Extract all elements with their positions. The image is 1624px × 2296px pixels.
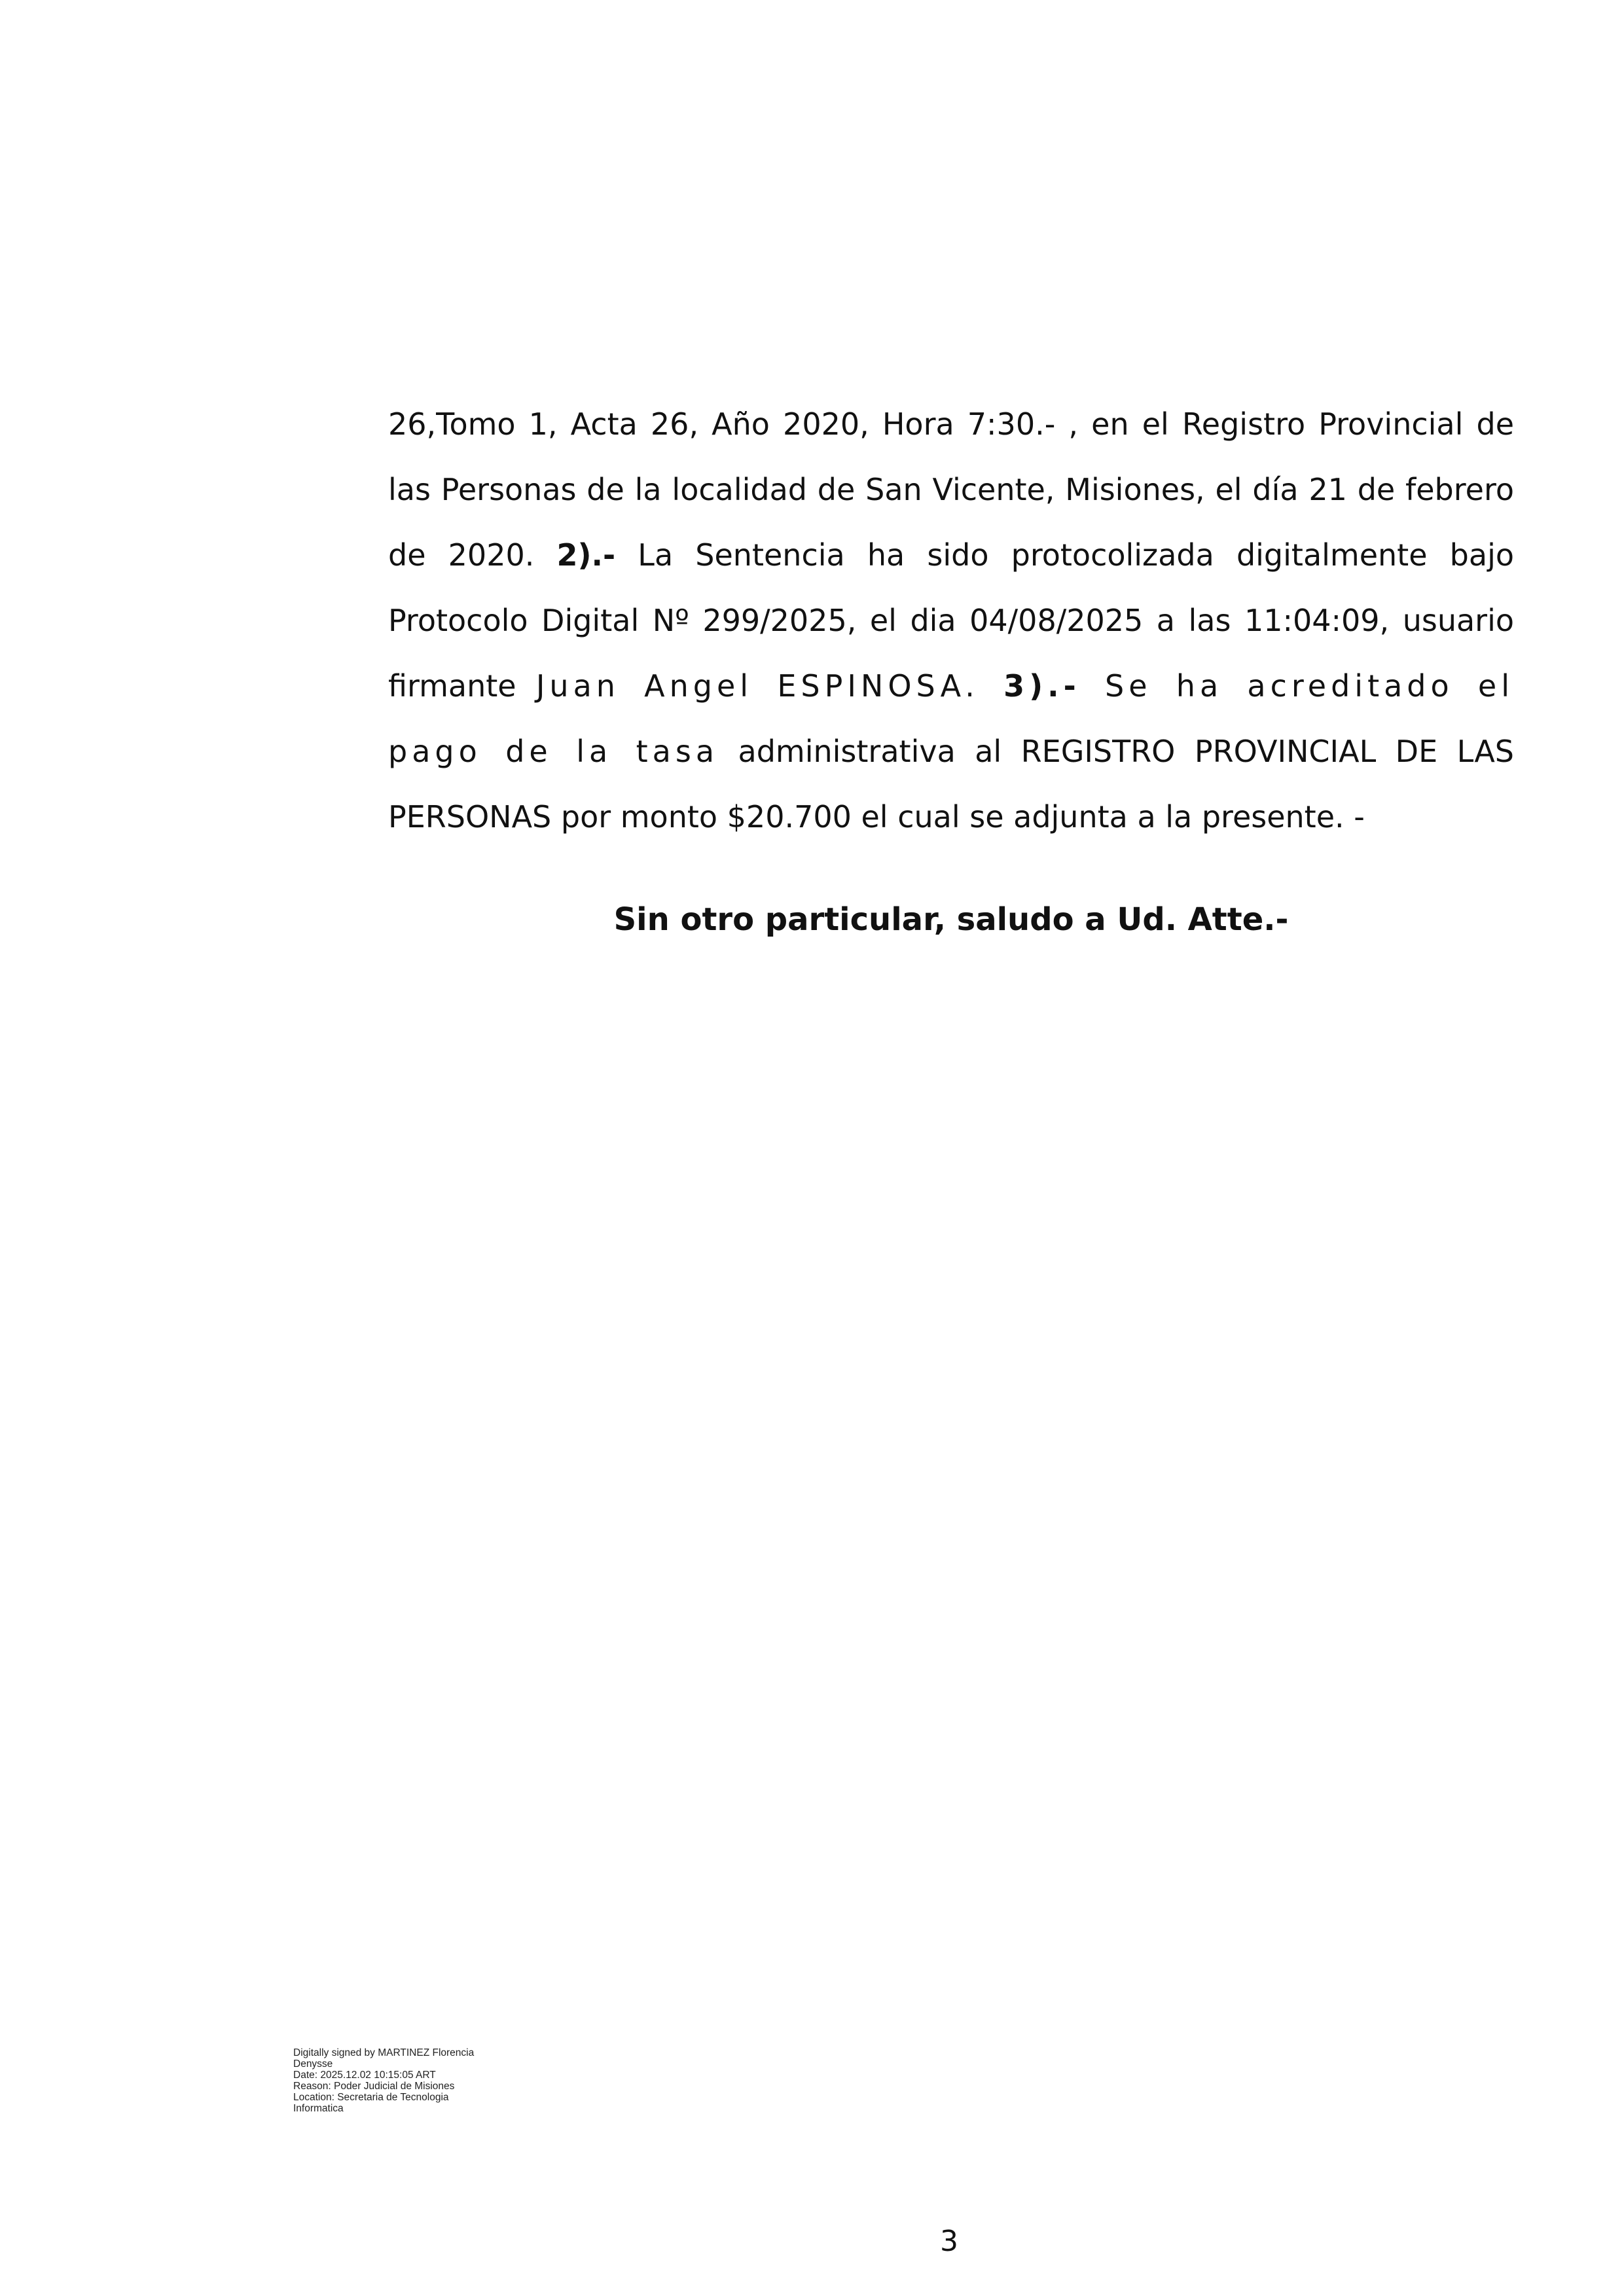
item-number-3: 3).- — [1003, 668, 1081, 704]
closing-line: Sin otro particular, saludo a Ud. Atte.- — [613, 901, 1289, 938]
signature-line: Informatica — [293, 2103, 344, 2114]
body-text-segment: administrativa al REGISTRO PROVINCIAL DE LAS PERSONAS por monto $20.700 el cual se adjunta a la presente. - — [388, 734, 1514, 834]
body-text-segment: 26,Tomo 1, Acta 26, Año 2020, Hora 7:30.- , en el Registro Provincial de las Personas de la localidad de San Vicente, Misiones, el día 21 de febrero de 2020. — [388, 406, 1514, 573]
signer-name-segment: Juan Angel ESPINOSA. — [535, 668, 1004, 704]
body-text-segment: Se ha acreditado el pago de la tasa — [388, 668, 1514, 769]
body-text-segment: La Sentencia ha sido protocolizada digitalmente bajo Protocolo Digital Nº 299/2025, el dia 04/08/2025 a las 11:04:09, usuario firmante — [388, 537, 1514, 704]
body-paragraph — [388, 391, 1514, 850]
signature-line: Digitally signed by MARTINEZ Florencia — [293, 2047, 475, 2058]
signature-line: Denysse — [293, 2058, 333, 2070]
page-number: 3 — [940, 2225, 958, 2258]
signature-line: Reason: Poder Judicial de Misiones — [293, 2081, 455, 2092]
digital-signature-block — [293, 2047, 516, 2114]
item-number-2: 2).- — [556, 537, 616, 573]
signature-line: Date: 2025.12.02 10:15:05 ART — [293, 2070, 436, 2081]
signature-line: Location: Secretaria de Tecnologia — [293, 2092, 449, 2103]
